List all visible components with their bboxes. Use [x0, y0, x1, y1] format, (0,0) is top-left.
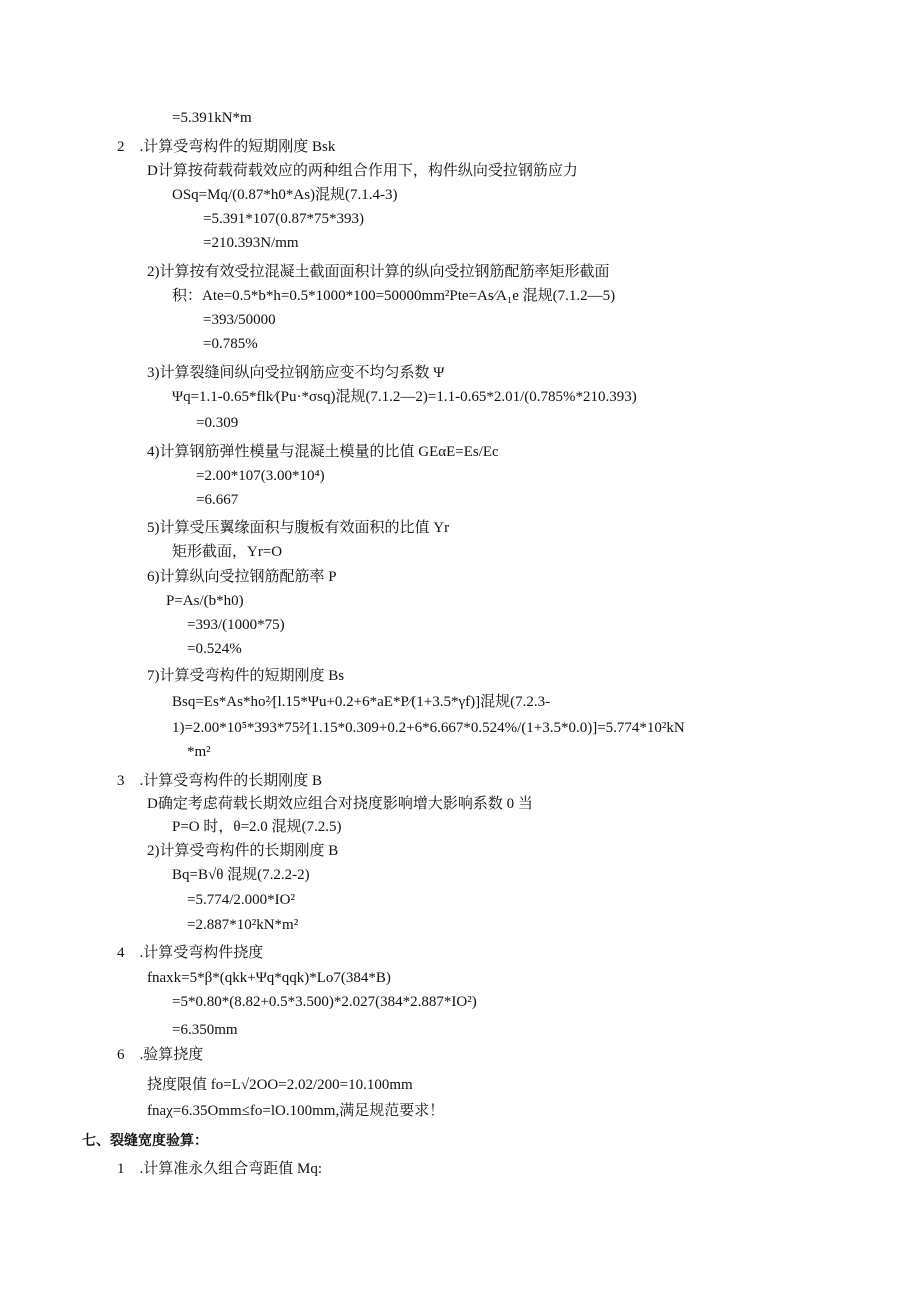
formula-line: =5.391*107(0.87*75*393) [203, 211, 364, 227]
formula-line: =2.00*107(3.00*10⁴) [196, 468, 325, 484]
formula-line: Bq=B√θ 混规(7.2.2-2) [172, 867, 310, 883]
text-line: 5)计算受压翼缘面积与腹板有效面积的比值 Yr [147, 520, 450, 536]
formula-line: OSq=Mq/(0.87*h0*As)混规(7.1.4-3) [172, 187, 398, 203]
section-heading: 3 .计算受弯构件的长期刚度 B [117, 773, 323, 789]
formula-line: =5.774/2.000*IO² [187, 892, 295, 908]
section-heading: 4 .计算受弯构件挠度 [117, 945, 264, 961]
section-heading: 1 .计算准永久组合弯距值 Mq: [117, 1161, 323, 1177]
text-line: 7)计算受弯构件的短期刚度 Bs [147, 668, 345, 684]
formula-line: 积：Ate=0.5*b*h=0.5*1000*100=50000mm²Pte=As∕A₁e 混规(7.1.2—5) [172, 288, 616, 304]
text-line: fnaχ=6.35Omm≤fo=lO.100mm,满足规范要求！ [147, 1103, 445, 1119]
formula-line: =210.393N/mm [203, 235, 299, 251]
formula-line: =6.667 [196, 492, 239, 508]
formula-line: =6.350mm [172, 1022, 238, 1038]
chapter-heading: 七、裂缝宽度验算： [82, 1133, 208, 1149]
text-line: 矩形截面，Yr=O [172, 544, 283, 560]
text-line: 挠度限值 fo=L√2OO=2.02/200=10.100mm [147, 1077, 413, 1093]
text-line: 3)计算裂缝间纵向受拉钢筋应变不均匀系数 Ψ [147, 365, 445, 381]
formula-line: =393/(1000*75) [187, 617, 285, 633]
formula-line: P=O 时，θ=2.0 混规(7.2.5) [172, 819, 342, 835]
formula-line: Bsq=Es*As*ho²∕[l.15*Ψu+0.2+6*aE*P∕(1+3.5*γf)]混规(7.2.3- [172, 694, 551, 710]
text-line: 2)计算受弯构件的长期刚度 B [147, 843, 339, 859]
text-line: 6)计算纵向受拉钢筋配筋率 P [147, 569, 337, 585]
formula-line: =5*0.80*(8.82+0.5*3.500)*2.027(384*2.887*IO²) [172, 994, 477, 1010]
formula-line: fnaxk=5*β*(qkk+Ψq*qqk)*Lo7(384*B) [147, 970, 391, 986]
text-line: 4)计算钢筋弹性模量与混凝土模量的比值 GEαE=Es/Ec [147, 444, 499, 460]
section-heading: 2 .计算受弯构件的短期刚度 Bsk [117, 139, 336, 155]
formula-line: =0.309 [196, 415, 239, 431]
formula-line: Ψq=1.1-0.65*flk∕(Pu·*σsq)混规(7.1.2—2)=1.1-0.65*2.01/(0.785%*210.393) [172, 389, 637, 405]
text-line: D计算按荷载荷载效应的两种组合作用下，构件纵向受拉钢筋应力 [147, 163, 578, 179]
formula-line: *m² [187, 744, 211, 760]
formula-line: =393/50000 [203, 312, 276, 328]
formula-line: =0.785% [203, 336, 258, 352]
text-line: 2)计算按有效受拉混凝土截面面积计算的纵向受拉钢筋配筋率矩形截面 [147, 264, 610, 280]
formula-line: P=As/(b*h0) [166, 593, 244, 609]
section-heading: 6 .验算挠度 [117, 1047, 204, 1063]
formula-line: 1)=2.00*10⁵*393*75²∕[1.15*0.309+0.2+6*6.667*0.524%/(1+3.5*0.0)]=5.774*10²kN [172, 720, 685, 736]
text-line: =5.391kN*m [172, 110, 252, 126]
formula-line: =2.887*10²kN*m² [187, 917, 299, 933]
formula-line: =0.524% [187, 641, 242, 657]
text-line: D确定考虑荷载长期效应组合对挠度影响增大影响系数 0 当 [147, 796, 533, 812]
